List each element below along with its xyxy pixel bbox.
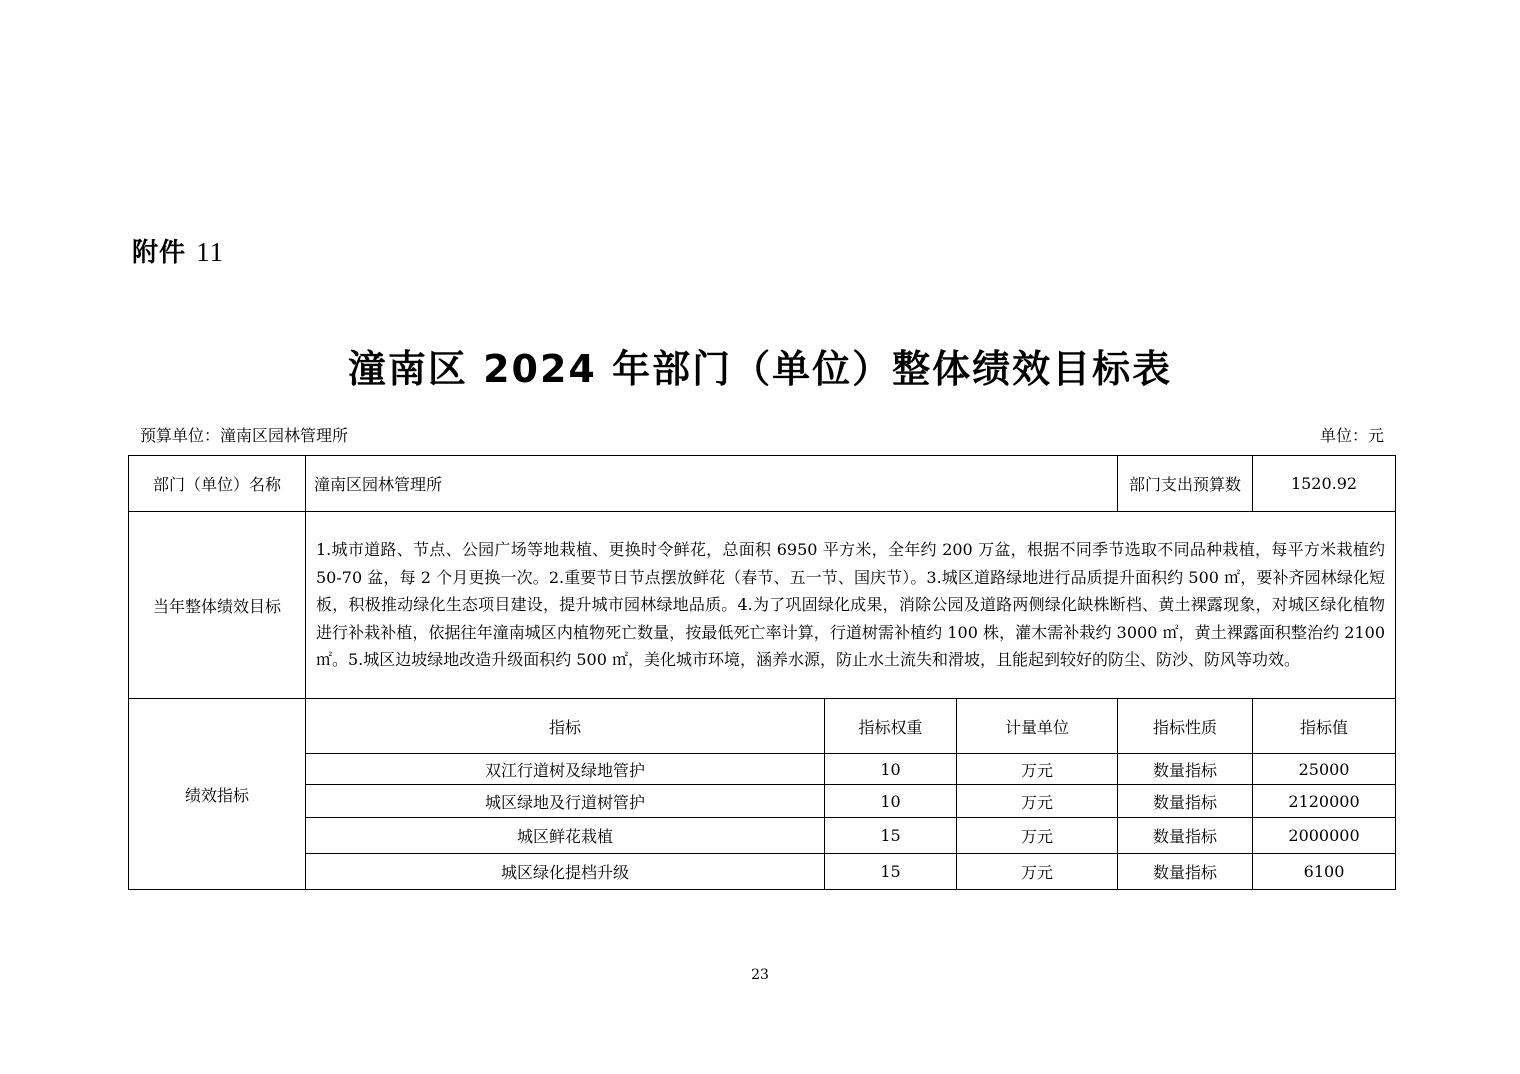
header-weight: 指标权重	[825, 699, 957, 754]
currency-unit: 单位：元	[1319, 426, 1384, 445]
row-unit: 万元	[957, 818, 1118, 854]
attachment-number: 11	[196, 237, 225, 267]
row-indicator: 城区绿地及行道树管护	[306, 785, 825, 818]
row-nature: 数量指标	[1118, 754, 1253, 785]
budget-unit: 预算单位：潼南区园林管理所	[140, 426, 349, 445]
budget-value: 1520.92	[1253, 456, 1396, 512]
row-nature: 数量指标	[1118, 818, 1253, 854]
row-value: 2000000	[1253, 818, 1396, 854]
row-value: 2120000	[1253, 785, 1396, 818]
row-value: 6100	[1253, 854, 1396, 890]
goal-row	[129, 512, 1396, 699]
row-value: 25000	[1253, 754, 1396, 785]
row-unit: 万元	[957, 854, 1118, 890]
dept-name-label: 部门（单位）名称	[129, 456, 306, 512]
row-unit: 万元	[957, 754, 1118, 785]
row-indicator: 城区绿化提档升级	[306, 854, 825, 890]
table-row	[129, 818, 1396, 854]
header-indicator: 指标	[306, 699, 825, 754]
indicator-label: 绩效指标	[129, 699, 306, 890]
dept-name-value: 潼南区园林管理所	[306, 456, 1118, 512]
row-nature: 数量指标	[1118, 785, 1253, 818]
row-weight: 15	[825, 818, 957, 854]
row-nature: 数量指标	[1118, 854, 1253, 890]
header-unit: 计量单位	[957, 699, 1118, 754]
header-nature: 指标性质	[1118, 699, 1253, 754]
page-title: 潼南区 2024 年部门（单位）整体绩效目标表	[347, 347, 1173, 391]
row-unit: 万元	[957, 785, 1118, 818]
performance-table	[128, 455, 1396, 890]
header-value: 指标值	[1253, 699, 1396, 754]
page-number: 23	[751, 967, 769, 983]
dept-row	[129, 456, 1396, 512]
row-weight: 15	[825, 854, 957, 890]
row-weight: 10	[825, 754, 957, 785]
row-weight: 10	[825, 785, 957, 818]
goal-label: 当年整体绩效目标	[129, 512, 306, 699]
row-indicator: 双江行道树及绿地管护	[306, 754, 825, 785]
attachment-prefix: 附件	[132, 238, 187, 268]
table-row	[129, 754, 1396, 785]
goal-text: 1.城市道路、节点、公园广场等地栽植、更换时令鲜花，总面积 6950 平方米，全年约 200 万盆，根据不同季节选取不同品种栽植，每平方米栽植约 50-70 盆，每 2 个月更换一次。2.重要节日节点摆放鲜花（春节、五一节、国庆节）。3.城区道路绿地进行品质提升面积约 500 ㎡，要补齐园林绿化短板，积极推动绿化生态项目建设，提升城市园林绿地品质。4.为了巩固绿化成果，消除公园及道路两侧绿化缺株断档、黄土裸露现象，对城区绿化植物进行补栽补植，依据往年潼南城区内植物死亡数量，按最低死亡率计算，行道树需补植约 100 株，灌木需补栽约 3000 ㎡，黄土裸露面积整治约 2100 ㎡。5.城区边坡绿地改造升级面积约 500 ㎡，美化城市环境，涵养水源，防止水土流失和滑坡，且能起到较好的防尘、防沙、防风等功效。	[306, 512, 1396, 699]
row-indicator: 城区鲜花栽植	[306, 818, 825, 854]
table-row	[129, 785, 1396, 818]
table-row	[129, 854, 1396, 890]
attachment-label	[132, 232, 224, 269]
indicator-header-row	[129, 699, 1396, 754]
budget-label: 部门支出预算数	[1118, 456, 1253, 512]
